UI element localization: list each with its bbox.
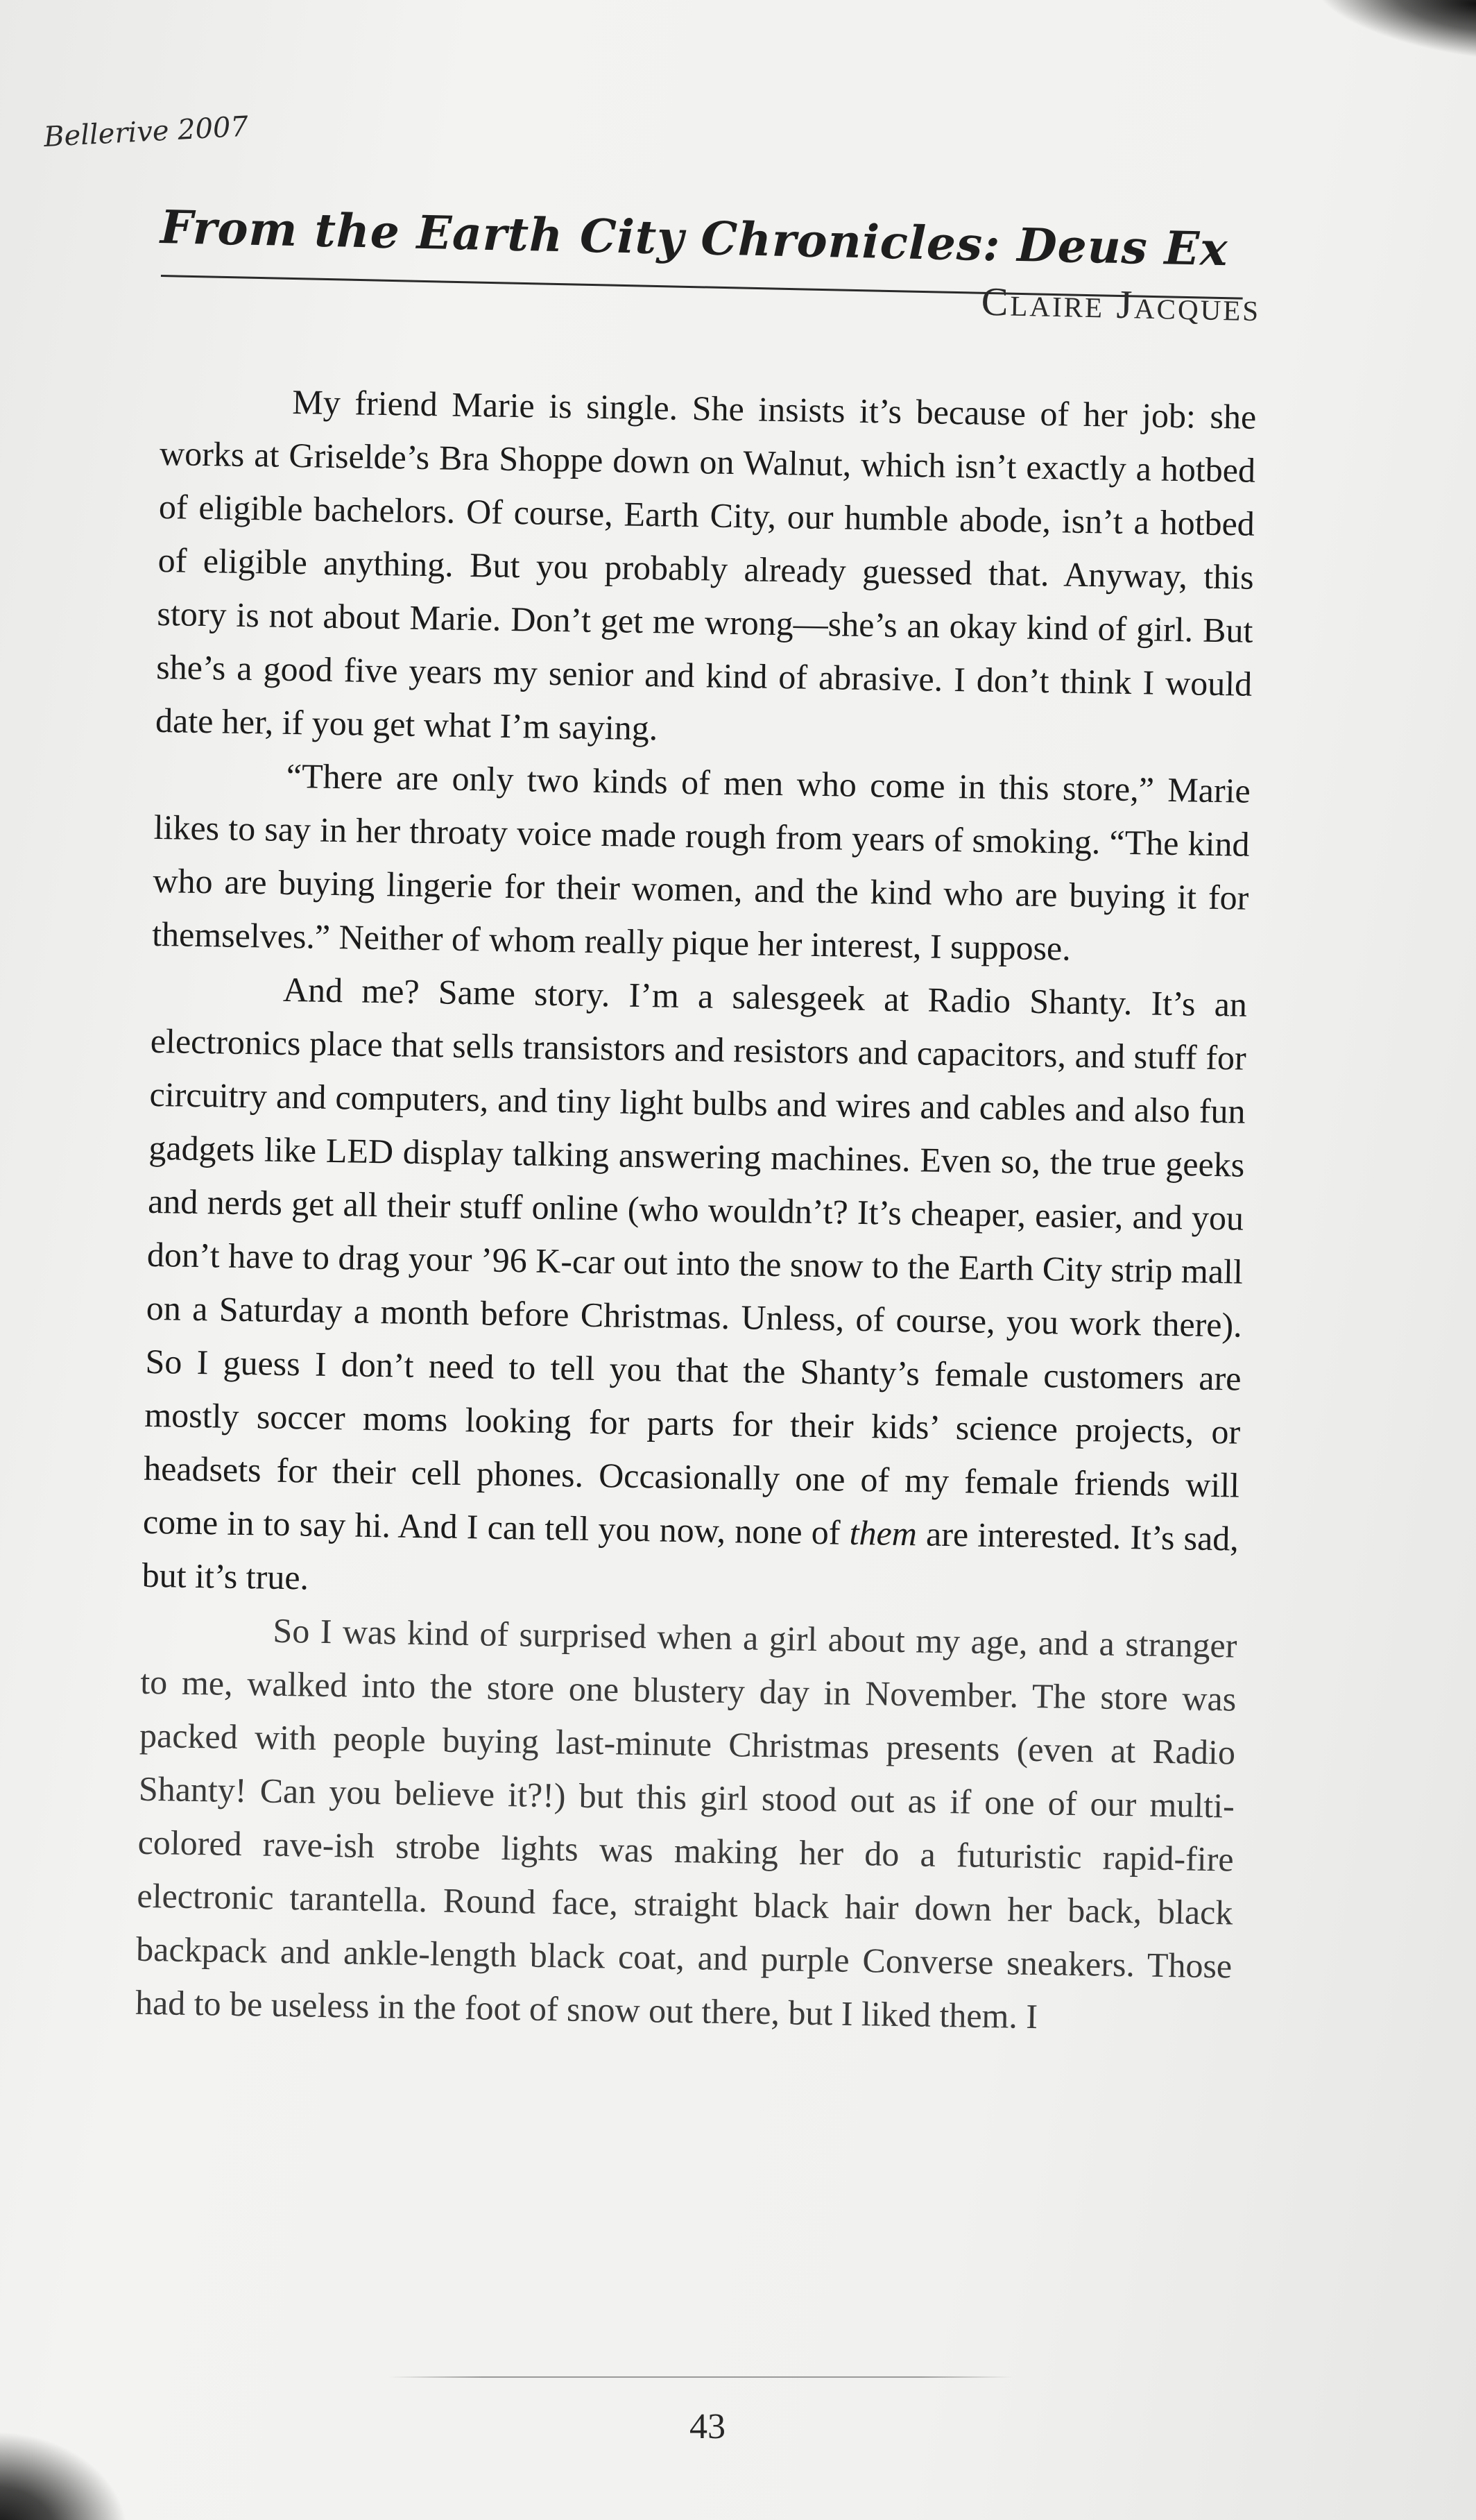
paragraph: And me? Same story. I’m a salesgeek at Radio Shanty. It’s an electronics place that sells transistors and resistors and capacitors, and stuff for circuitry and computers, and tiny light bulbs and wires and cables and also fun gadgets like LED display talking answering machines. Even so, the true geeks and nerds get all their stuff online (who wouldn’t? It’s cheaper, easier, and you don’t have to drag your ’96 K-car out into the snow to the Earth City strip mall on a Saturday a month before Christmas. Unless, of course, you work there). So I guess I don’t need to tell you that the Shanty’s female customers are mostly soccer moms looking for parts for their kids’ science projects, or headsets for their cell phones. Occasionally one of my female friends will come in to say hi. And I can tell you now, none of them are interested. It’s sad, but it’s true.: [141, 969, 1248, 1597]
story-title: From the Earth City Chronicles: Deus Ex: [160, 200, 1229, 277]
footer-divider: [388, 2376, 1013, 2378]
emphasis: them: [849, 1513, 918, 1553]
page-edge-shadow: [0, 2423, 139, 2520]
story-body: [135, 373, 1257, 2047]
paragraph: My friend Marie is single. She insists it’s because of her job: she works at Griselde’s Bra Shoppe down on Walnut, which isn’t exactly a hotbed of eligible bachelors. Of course, Earth City, our humble abode, isn’t a hotbed of eligible anything. But you probably already guessed that. Anyway, this story is not about Marie. Don’t get me wrong—she’s an okay kind of girl. But she’s a good five years my senior and kind of abrasive. I don’t think I would date her, if you get what I’m saying.: [155, 382, 1257, 748]
paragraph: So I was kind of surprised when a girl about my age, and a stranger to me, walked into the store one blustery day in November. The store was packed with people buying last-minute Christmas presents (even at Radio Shanty! Can you believe it?!) but this girl stood out as if one of our multi-colored rave-ish strobe lights was making her do a futuristic rapid-fire electronic tarantella. Round face, straight black hair down her back, black backpack and ankle-length black coat, and purple Converse sneakers. Those had to be useless in the foot of snow out there, but I liked them. I: [135, 1610, 1237, 2036]
page-edge-shadow: [1305, 0, 1476, 62]
page-number: 43: [689, 2407, 726, 2446]
paragraph: “There are only two kinds of men who come in this store,” Marie likes to say in her throaty voice made rough from years of smoking. “The kind who are buying lingerie for their women, and the kind who are buying it for themselves.” Neither of whom really pique her interest, I suppose.: [151, 756, 1251, 968]
author-name: Claire Jacques: [981, 278, 1261, 330]
running-head: Bellerive 2007: [43, 110, 250, 153]
